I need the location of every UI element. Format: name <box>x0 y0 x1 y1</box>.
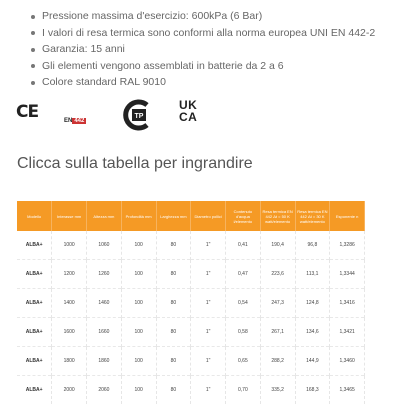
table-row <box>17 318 365 347</box>
table-cell: 80 <box>156 260 191 289</box>
table-cell: 0,41 <box>226 231 261 260</box>
section-heading: Clicca sulla tabella per ingrandire <box>17 155 253 172</box>
table-cell: 1" <box>191 260 226 289</box>
table-cell: ALBA+ <box>17 347 52 376</box>
table-cell: ALBA+ <box>17 376 52 405</box>
table-cell: 1860 <box>87 347 122 376</box>
table-cell: 100 <box>121 231 156 260</box>
certification-c-icon <box>121 98 155 137</box>
table-cell: 1,3286 <box>330 231 365 260</box>
table-row <box>17 231 365 260</box>
table-cell: 100 <box>121 376 156 405</box>
table-cell: 80 <box>156 318 191 347</box>
ukca-line-1: UK <box>179 98 198 112</box>
table-cell: 1" <box>191 289 226 318</box>
table-row <box>17 260 365 289</box>
table-cell: 1460 <box>87 289 122 318</box>
table-cell: 1260 <box>87 260 122 289</box>
table-cell: ALBA+ <box>17 260 52 289</box>
ce-mark-icon: CE <box>16 102 39 122</box>
specs-table[interactable] <box>17 201 365 404</box>
table-cell: 0,65 <box>226 347 261 376</box>
table-row <box>17 376 365 405</box>
col-header-resa-30k: Resa termica EN 442 Δt = 30 K watt/elemento <box>295 201 330 231</box>
table-cell: 247,3 <box>260 289 295 318</box>
table-cell: 80 <box>156 347 191 376</box>
feature-item: Gli elementi vengono assemblati in batterie da 2 a 6 <box>30 58 375 75</box>
feature-list <box>30 8 375 91</box>
col-header-diametro: Diametro pollici <box>191 201 226 231</box>
en442-number: 442 <box>74 118 85 124</box>
ukca-mark-icon <box>179 99 197 123</box>
table-cell: 168,3 <box>295 376 330 405</box>
table-row <box>17 347 365 376</box>
feature-item: Garanzia: 15 anni <box>30 41 375 58</box>
table-cell: 223,6 <box>260 260 295 289</box>
feature-item: I valori di resa termica sono conformi alla norma europea UNI EN 442-2 <box>30 25 375 42</box>
table-cell: 1" <box>191 376 226 405</box>
table-cell: 0,47 <box>226 260 261 289</box>
table-cell: 335,2 <box>260 376 295 405</box>
table-cell: 80 <box>156 376 191 405</box>
col-header-larghezza: Larghezza mm <box>156 201 191 231</box>
table-cell: 1,3465 <box>330 376 365 405</box>
table-cell: 267,1 <box>260 318 295 347</box>
table-cell: 190,4 <box>260 231 295 260</box>
table-cell: 0,58 <box>226 318 261 347</box>
table-cell: 1800 <box>52 347 87 376</box>
table-cell: ALBA+ <box>17 318 52 347</box>
table-cell: 2000 <box>52 376 87 405</box>
certification-logos <box>16 98 216 132</box>
table-cell: 288,2 <box>260 347 295 376</box>
table-cell: 1,3421 <box>330 318 365 347</box>
table-cell: 1" <box>191 347 226 376</box>
table-header-row <box>17 201 365 231</box>
en442-mark-icon <box>64 109 86 127</box>
table-cell: ALBA+ <box>17 289 52 318</box>
col-header-resa-50k: Resa termica EN 442 Δt = 50 K watt/elemento <box>260 201 295 231</box>
table-cell: ALBA+ <box>17 231 52 260</box>
table-cell: 1000 <box>52 231 87 260</box>
table-cell: 1600 <box>52 318 87 347</box>
ukca-line-2: CA <box>179 110 198 124</box>
table-cell: 96,8 <box>295 231 330 260</box>
table-cell: 124,8 <box>295 289 330 318</box>
table-cell: 0,54 <box>226 289 261 318</box>
col-header-model: Modello <box>17 201 52 231</box>
table-cell: 0,70 <box>226 376 261 405</box>
col-header-contenuto: Contenuto d'acqua l/elemento <box>226 201 261 231</box>
table-cell: 144,9 <box>295 347 330 376</box>
table-cell: 100 <box>121 289 156 318</box>
en442-prefix: EN <box>64 118 73 124</box>
table-cell: 1660 <box>87 318 122 347</box>
table-cell: 80 <box>156 231 191 260</box>
col-header-interasse: Interasse mm <box>52 201 87 231</box>
table-cell: 1200 <box>52 260 87 289</box>
table-cell: 1400 <box>52 289 87 318</box>
feature-item: Pressione massima d'esercizio: 600kPa (6 Bar) <box>30 8 375 25</box>
table-cell: 1060 <box>87 231 122 260</box>
table-cell: 1,3416 <box>330 289 365 318</box>
table-row <box>17 289 365 318</box>
table-cell: 134,6 <box>295 318 330 347</box>
table-cell: 1" <box>191 318 226 347</box>
table-cell: 80 <box>156 289 191 318</box>
table-cell: 100 <box>121 347 156 376</box>
feature-item: Colore standard RAL 9010 <box>30 74 375 91</box>
table-cell: 1" <box>191 231 226 260</box>
col-header-esponente: Esponente n <box>330 201 365 231</box>
col-header-profondita: Profondità mm <box>121 201 156 231</box>
table-cell: 100 <box>121 318 156 347</box>
col-header-altezza: Altezza mm <box>87 201 122 231</box>
table-cell: 2060 <box>87 376 122 405</box>
table-cell: 100 <box>121 260 156 289</box>
table-cell: 1,3344 <box>330 260 365 289</box>
table-cell: 113,1 <box>295 260 330 289</box>
table-cell: 1,3460 <box>330 347 365 376</box>
certc-text: TP <box>134 113 144 120</box>
